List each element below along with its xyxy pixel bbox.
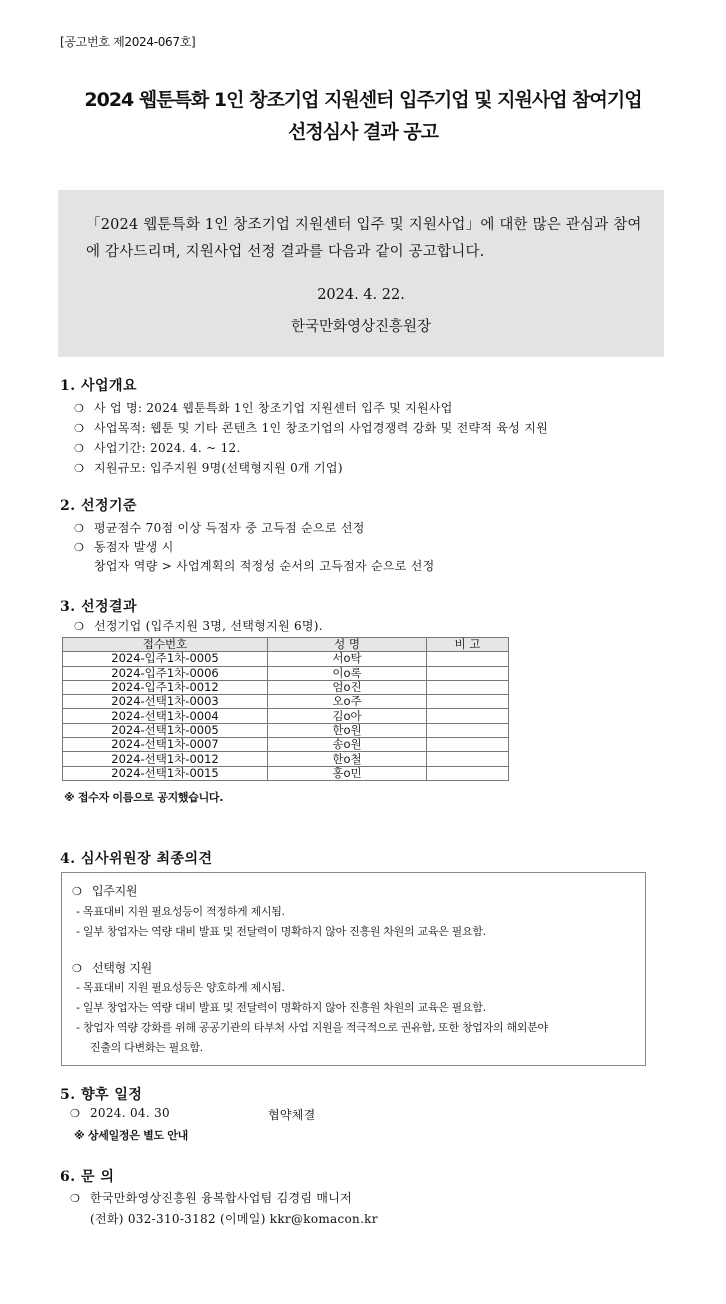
list-item: ❍ 사업목적: 웹툰 및 기타 콘텐츠 1인 창조기업의 사업경쟁력 강화 및 전략적 육성 지원 <box>74 421 549 435</box>
header-remarks: 비 고 <box>427 638 509 652</box>
section-6-heading: 6. 문 의 <box>60 1169 115 1185</box>
opinion-box <box>61 872 646 1066</box>
list-item: ❍ 동점자 발생 시 <box>74 540 174 554</box>
list-item: ❍ 선정기업 (입주지원 3명, 선택형지원 6명). <box>74 619 323 633</box>
table-row: 2024-입주1차-0006 이o록 <box>63 666 509 680</box>
results-table <box>62 637 509 781</box>
bullet-icon: ❍ <box>74 522 85 535</box>
table-row: 2024-입주1차-0005 서o탁 <box>63 652 509 666</box>
sub-item: 창업자 역량 > 사업계획의 적정성 순서의 고득점자 순으로 선정 <box>94 559 435 573</box>
intro-text: 「2024 웹툰특화 1인 창조기업 지원센터 입주 및 지원사업」에 대한 많은 관심과 참여에 감사드리며, 지원사업 선정 결과를 다음과 같이 공고합니다. <box>86 217 642 260</box>
opinion-line: - 일부 창업자는 역량 대비 발표 및 전달력이 명확하지 않아 진흥원 차원의 교육은 필요함. <box>76 1001 486 1014</box>
section-4-heading: 4. 심사위원장 최종의견 <box>60 851 213 867</box>
page-title: 2024 웹툰특화 1인 창조기업 지원센터 입주기업 및 지원사업 참여기업 <box>84 89 642 111</box>
table-row: 2024-선택1차-0003 오o주 <box>63 695 509 709</box>
bullet-icon: ❍ <box>70 1107 81 1120</box>
opinion-line: - 창업자 역량 강화를 위해 공공기관의 타부처 사업 지원을 적극적으로 권유함, 또한 창업자의 해외분야 <box>76 1021 548 1034</box>
bullet-icon: ❍ <box>72 885 82 898</box>
intro-box <box>58 190 664 357</box>
bullet-icon: ❍ <box>74 620 85 633</box>
table-row: 2024-선택1차-0004 김o아 <box>63 709 509 723</box>
table-row: 2024-입주1차-0012 엄o진 <box>63 680 509 694</box>
bullet-icon: ❍ <box>74 462 85 475</box>
page-subtitle: 선정심사 결과 공고 <box>287 121 439 143</box>
announcement-date: 2024. 4. 22. <box>317 287 405 303</box>
opinion-line: 진출의 다변화는 필요함. <box>90 1041 203 1054</box>
list-item: ❍ 평균점수 70점 이상 득점자 중 고득점 순으로 선정 <box>74 521 365 535</box>
opinion-group-title: ❍ 선택형 지원 <box>72 961 152 975</box>
schedule-item: ❍ 2024. 04. 30 <box>70 1106 170 1120</box>
opinion-line: - 목표대비 지원 필요성등은 양호하게 제시됨. <box>76 981 285 994</box>
bullet-icon: ❍ <box>74 422 85 435</box>
notice-number: [공고번호 제2024-067호] <box>60 35 196 49</box>
list-item: ❍ 지원규모: 입주지원 9명(선택형지원 0개 기업) <box>74 461 343 475</box>
bullet-icon: ❍ <box>70 1192 81 1205</box>
bullet-icon: ❍ <box>74 402 85 415</box>
list-item: ❍ 사업기간: 2024. 4. ~ 12. <box>74 441 241 455</box>
schedule-note: ※ 상세일정은 별도 안내 <box>74 1129 188 1142</box>
issuer: 한국만화영상진흥원장 <box>290 319 432 335</box>
table-row: 2024-선택1차-0015 홍o민 <box>63 766 509 780</box>
section-3-heading: 3. 선정결과 <box>60 599 138 615</box>
section-1-heading: 1. 사업개요 <box>60 378 138 394</box>
header-receipt-no: 접수번호 <box>63 638 268 652</box>
bullet-icon: ❍ <box>74 442 85 455</box>
bullet-icon: ❍ <box>72 962 82 975</box>
section-5-heading: 5. 향후 일정 <box>60 1087 143 1103</box>
header-name: 성 명 <box>268 638 427 652</box>
contact-phone-email: (전화) 032-310-3182 (이메일) kkr@komacon.kr <box>90 1212 378 1226</box>
table-row: 2024-선택1차-0005 한o원 <box>63 723 509 737</box>
list-item: ❍ 사 업 명: 2024 웹툰특화 1인 창조기업 지원센터 입주 및 지원사업 <box>74 401 453 415</box>
opinion-group-title: ❍ 입주지원 <box>72 884 138 898</box>
contact-item: ❍ 한국만화영상진흥원 융복합사업팀 김경림 매니저 <box>70 1191 353 1205</box>
table-row: 2024-선택1차-0007 송o원 <box>63 738 509 752</box>
table-header-row <box>63 638 509 652</box>
opinion-line: - 일부 창업자는 역량 대비 발표 및 전달력이 명확하지 않아 진흥원 차원의 교육은 필요함. <box>76 925 486 938</box>
opinion-line: - 목표대비 지원 필요성등이 적정하게 제시됨. <box>76 905 285 918</box>
table-note: ※ 접수자 이름으로 공지했습니다. <box>64 791 224 804</box>
section-2-heading: 2. 선정기준 <box>60 498 138 514</box>
bullet-icon: ❍ <box>74 541 85 554</box>
table-row: 2024-선택1차-0012 한o철 <box>63 752 509 766</box>
schedule-event: 협약체결 <box>268 1108 316 1122</box>
